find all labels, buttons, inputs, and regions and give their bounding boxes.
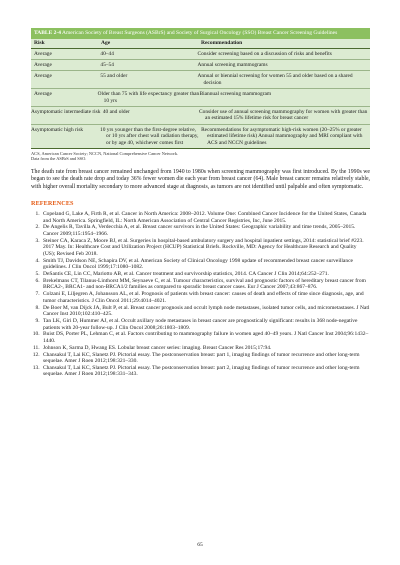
reference-item: 2. De Angelis R, Tavilla A, Verdecchia A, et al. Breast cancer survivors in the United States: Geographic variability and time trends, 2005–2015. Cancer 2009;115:1954–1966. <box>41 224 370 237</box>
cell-risk: Average <box>34 91 52 98</box>
cell-recommendation: Annual or biennial screening for women 55 and older based on a shared decision <box>197 73 353 86</box>
cell-age: 45–54 <box>100 62 114 68</box>
reference-item: 6. Brekelmans CT, Tilanus-Linthorst MM, Seynaeve C, et al. Tumour characteristics, survival and prognostic factors of hereditary breast cancer from BRCA2-, BRCA1- and non-BRCA1/2 families as compared to sporadic breast cancer cases. Eur J Cancer 2007;43:867–876. <box>41 278 370 291</box>
cell-age: 40 and older <box>102 109 130 116</box>
body-paragraph: The death rate from breast cancer remained unchanged from 1940 to 1980s when screening mammography was first introduced. By the 1990s we began to see the death rate drop and today 36% fewer women die each year from breast cancer (64). Male breast cancer remains relatively stable, with higher overall mortality secondary to more advanced stage at diagnosis, as tumors are not identified until palpable and often symptomatic. <box>31 168 370 190</box>
table-caption-text: American Society of Breast Surgeons (ASBrS) and Society of Surgical Oncology (SSO) Breast Cancer Screening Guidelines <box>62 30 338 36</box>
reference-item: 5. DeSantis CE, Lin CC, Mariotto AB, et al. Cancer treatment and survivorship statistics, 2014. CA Cancer J Clin 2014;64:252–271. <box>41 271 370 278</box>
cell-risk: Average <box>34 50 52 57</box>
reference-item: 7. Colzani E, Liljegren A, Johansson AL, et al. Prognosis of patients with breast cancer: causes of death and effects of time since diagnosis, age, and tumor characteristics. J Clin Oncol 2011;29:4014–4021. <box>41 291 370 304</box>
table-row <box>31 71 370 89</box>
guidelines-table <box>31 28 370 149</box>
table-row <box>31 89 370 107</box>
page-number: 65 <box>197 542 203 548</box>
reference-item: 3. Steiner CA, Karaca Z, Moore BJ, et al. Surgeries in hospital-based ambulatory surgery and hospital inpatient settings, 2014: statistical brief #223. 2017 May. In: Healthcare Cost and Utilization Project (HCUP) Statistical Briefs. Rockville, MD: Agency for Healthcare Research and Quality (US); Revised Feb 2018. <box>41 238 370 258</box>
reference-item: 13. Chansakul T, Lai KC, Slanetz PJ. Pictorial essay. The postconservation breast: part 2, imaging findings of tumor recurrence and other long-term sequelae. Amer J Roen 2012;198:331–343. <box>41 365 370 378</box>
abbreviation-note: ACS, American Cancer Society; NCCN, National Comprehensive Cancer Network. <box>31 150 179 156</box>
table-row <box>31 107 370 125</box>
reference-item: 4. Smith TJ, Davidson NE, Schapira DV, et al. American Society of Clinical Oncology 1998 update of recommended breast cancer surveillance guidelines. J Clin Oncol 1999;17:1080–1082. <box>41 258 370 271</box>
reference-item: 8. De Boer M, van Dijck JA, Bult P, et al. Breast cancer prognosis and occult lymph node metastases, isolated tumor cells, and micrometastases. J Natl Cancer Inst 2010;102:410–425. <box>41 305 370 318</box>
cell-age: 55 and older <box>100 73 128 80</box>
table-caption-label: TABLE 2-4 <box>34 30 61 36</box>
table-header-row <box>31 39 370 49</box>
cell-recommendation: Consider use of annual screening mammography for women with greater than an estimated 15% lifetime risk for breast cancer <box>199 109 368 122</box>
cell-risk: Average <box>34 73 52 80</box>
header-recommendation: Recommendation <box>201 39 243 46</box>
cell-risk: Asymptomatic intermediate risk <box>31 109 101 116</box>
reference-item: 10. Buist DS, Porter PL, Lehman C, et al. Factors contributing to mammography failure in women aged 40–49 years. J Natl Cancer Inst 2004;96:1432–1440. <box>41 331 370 344</box>
cell-recommendation: Recommendations for asymptomatic high-risk women (20–25% or greater estimated lifetime risk) Annual mammography and MRI compliant with ACS and NCCN guidelines <box>201 126 363 146</box>
header-risk: Risk <box>34 39 45 46</box>
page-content <box>31 28 370 378</box>
reference-item: 11. Johnson K, Sarma D, Hwang ES. Lobular breast cancer series: imaging. Breast Cancer Res 2015;17:94. <box>41 345 370 352</box>
cell-age: Older than 75 with life expectancy greater than 10 yrs <box>97 91 200 104</box>
table-row <box>31 60 370 71</box>
cell-recommendation: Biannual screening mammogram <box>199 91 272 98</box>
reference-item: 1. Copeland G, Lake A, Firth R, et al. Cancer in North America: 2008–2012. Volume One: Combined Cancer Incidence for the United States, Canada and North America. Springfield, IL: North American Association of Central Cancer Registries, Inc, June 2015. <box>41 211 370 224</box>
header-age: Age <box>101 39 111 46</box>
cell-age: 40–44 <box>100 50 114 57</box>
table-caption <box>31 28 370 39</box>
references-heading: REFERENCES <box>31 199 74 207</box>
cell-recommendation: Annual screening mammograms <box>197 62 268 68</box>
source-note: Data from the ASBrS and SSO. <box>31 156 87 162</box>
references-list <box>31 211 370 378</box>
reference-item: 12. Chansakul T, Lai KC, Slanetz PJ. Pictorial essay. The postconservation breast: part 1, imaging findings of tumor recurrence and other long-term sequelae. Amer J Roen 2012;198:321–330. <box>41 352 370 365</box>
cell-age: 10 yrs younger than the first-degree relative, or 10 yrs after chest wall radiation therapy, or by age 40, whichever comes first <box>100 126 199 146</box>
cell-risk: Asymptomatic high risk <box>31 126 84 133</box>
table-row <box>31 49 370 60</box>
cell-risk: Average <box>34 62 52 68</box>
reference-item: 9. Tan LK, Giri D, Hummer AJ, et al. Occult axillary node metastases in breast cancer are prognostically significant: results in 368 node-negative patients with 20-year follow-up. J Clin Oncol 2008;26:1803–1809. <box>41 318 370 331</box>
cell-recommendation: Consider screening based on a discussion of risks and benefits <box>197 50 332 57</box>
table-row <box>31 125 370 149</box>
